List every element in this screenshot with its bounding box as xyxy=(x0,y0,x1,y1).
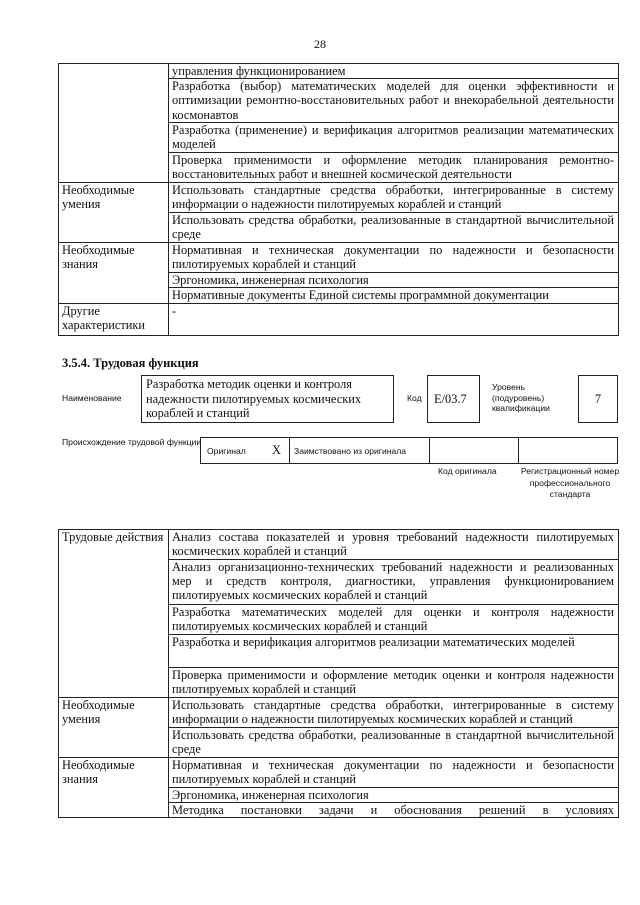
label-other: Другие характеристики xyxy=(59,303,169,335)
table-row: Анализ состава показателей и уровня требований надежности пилотируемых космических кораблей и станций xyxy=(169,530,619,560)
table-bottom xyxy=(58,529,619,818)
table-row: Нормативные документы Единой системы программной документации xyxy=(169,288,619,303)
table-row: Эргономика, инженерная психология xyxy=(169,273,619,288)
table-row: Нормативная и техническая документации по надежности и безопасности пилотируемых кораблей и станций xyxy=(169,758,619,788)
table-row: Использовать стандартные средства обработки, интегрированные в систему информации о надежности пилотируемых космических кораблей и станций xyxy=(169,698,619,728)
borrowed-label: Заимствовано из оригинала xyxy=(294,446,407,456)
table-row: Разработка (применение) и верификация алгоритмов реализации математических моделей xyxy=(169,123,619,153)
table-row: Использовать стандартные средства обработки, интегрированные в систему информации о надежности пилотируемых кораблей и станций xyxy=(169,183,619,213)
table-row: Использовать средства обработки, реализованные в стандартной вычислительной среде xyxy=(169,728,619,758)
origin-box xyxy=(200,437,618,464)
label-skills: Необходимые умения xyxy=(59,183,169,243)
code-label: Код xyxy=(407,393,422,403)
label-skills: Необходимые умения xyxy=(59,698,169,758)
label-cell-empty xyxy=(59,64,169,183)
table-row: Проверка применимости и оформление методик планирования ремонтно-восстановительных работ и внешней космической деятельности xyxy=(169,153,619,183)
name-value: Разработка методик оценки и контроля надежности пилотируемых космических кораблей и станций xyxy=(141,375,394,423)
origin-divider xyxy=(289,437,290,464)
label-knowledge: Необходимые знания xyxy=(59,243,169,303)
table-row: Проверка применимости и оформление методик оценки и контроля надежности пилотируемых кораблей и станций xyxy=(169,668,619,698)
table-row: Нормативная и техническая документации по надежности и безопасности пилотируемых кораблей и станций xyxy=(169,243,619,273)
table-row: Разработка математических моделей для оценки и контроля надежности пилотируемых космических кораблей и станций xyxy=(169,605,619,635)
page-number: 28 xyxy=(314,37,326,51)
origin-divider xyxy=(518,437,519,464)
code-value: E/03.7 xyxy=(427,375,480,423)
level-label: Уровень (подуровень) квалификации xyxy=(492,382,550,413)
table-row: Использовать средства обработки, реализованные в стандартной вычислительной среде xyxy=(169,213,619,243)
table-row: Методика постановки задачи и обоснования решений в условиях xyxy=(169,803,619,818)
code-original-label: Код оригинала xyxy=(438,466,497,476)
table-row: Разработка и верификация алгоритмов реализации математических моделей xyxy=(169,635,619,668)
original-mark: X xyxy=(272,443,281,457)
label-knowledge: Необходимые знания xyxy=(59,758,169,818)
origin-label: Происхождение трудовой функции xyxy=(62,437,202,447)
table-row: - xyxy=(169,303,619,335)
table-row: управления функционированием xyxy=(169,64,619,79)
reg-number-label: Регистрационный номер профессионального стандарта xyxy=(520,466,620,499)
table-row: Разработка (выбор) математических моделей для оценки эффективности и оптимизации ремонтно-восстановительных работ и внекорабельной деятельности космонавтов xyxy=(169,79,619,123)
table-row: Анализ организационно-технических требований надежности и реализованных мер и средств контроля, диагностики, управления функционированием пилотируемых космических кораблей и станций xyxy=(169,560,619,605)
original-label: Оригинал xyxy=(207,446,246,456)
origin-divider xyxy=(429,437,430,464)
table-row: Эргономика, инженерная психология xyxy=(169,788,619,803)
name-label: Наименование xyxy=(62,393,122,403)
label-actions: Трудовые действия xyxy=(59,530,169,698)
section-title: 3.5.4. Трудовая функция xyxy=(62,356,199,370)
table-top xyxy=(58,63,619,336)
level-value: 7 xyxy=(578,375,618,423)
